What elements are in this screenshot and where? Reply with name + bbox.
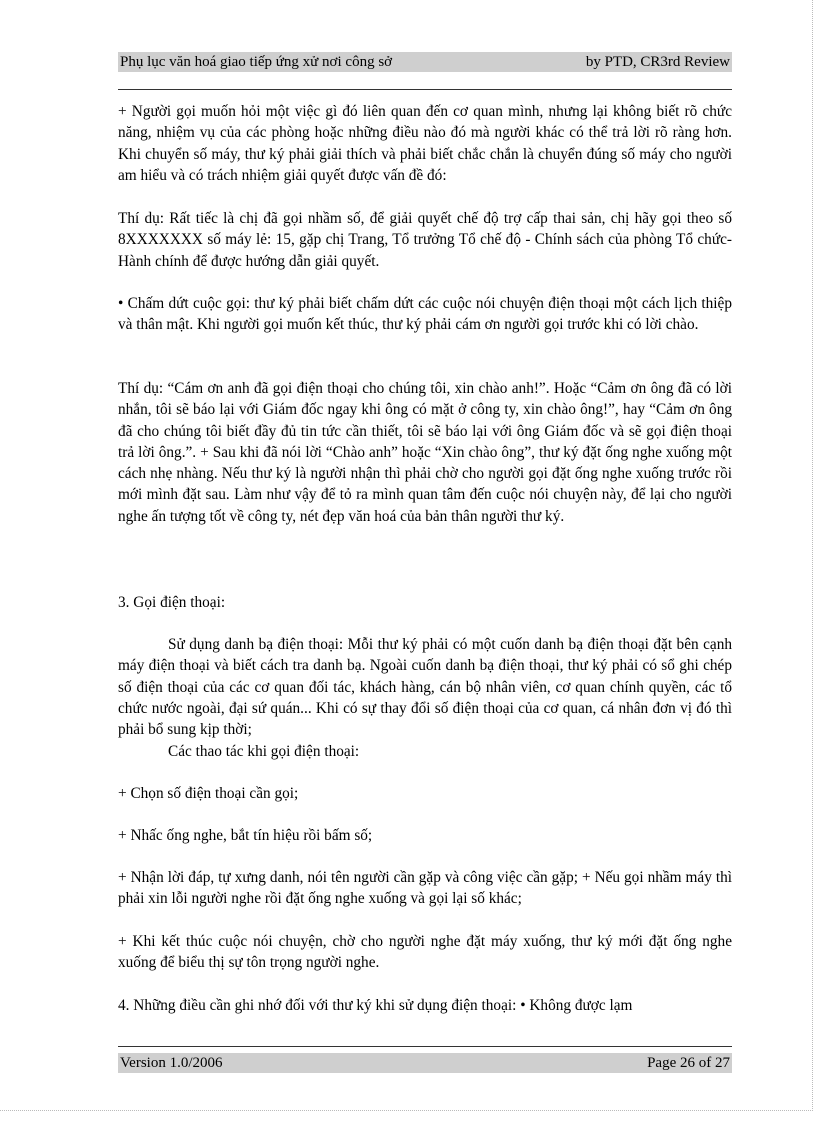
paragraph-transfer-call: + Người gọi muốn hỏi một việc gì đó liên quan đến cơ quan mình, nhưng lại không biết rõ chức năng, nhiệm vụ của các phòng hoặc những điều nào đó mà người khác có thể trả lời rõ ràng hơn. Khi chuyển số máy, thư ký phải giải thích và phải biết chắc chắn là chuyển đúng số máy cho người am hiểu và có trách nhiệm giải quyết được vấn đề đó: (118, 103, 732, 184)
header-author: by PTD, CR3rd Review (585, 54, 730, 70)
header-title: Phụ lục văn hoá giao tiếp ứng xử nơi công sở (120, 54, 393, 70)
section-heading-4: 4. Những điều cần ghi nhớ đối với thư ký khi sử dụng điện thoại: • Không được lạm (118, 997, 633, 1014)
footer-page-number: Page 26 of 27 (647, 1055, 730, 1071)
paragraph-phonebook: Sử dụng danh bạ điện thoại: Mỗi thư ký phải có một cuốn danh bạ điện thoại đặt bên cạnh máy điện thoại và biết cách tra danh bạ. Ngoài cuốn danh bạ điện thoại, thư ký phải có sổ ghi chép số điện thoại của các cơ quan đối tác, khách hàng, cán bộ nhân viên, cơ quan chính quyền, các tổ chức nước ngoài, đại sứ quán... Khi có sự thay đổi số điện thoại của cơ quan, cá nhân đơn vị đó thì phải bổ sung kịp thời; (118, 636, 732, 739)
step-choose-number: + Chọn số điện thoại cần gọi; (118, 785, 299, 802)
footer-rule (118, 1046, 732, 1047)
paragraph-end-call: • Chấm dứt cuộc gọi: thư ký phải biết chấm dứt các cuộc nói chuyện điện thoại một cách lịch thiệp và thân mật. Khi người gọi muốn kết thúc, thư ký phải cám ơn người gọi trước khi có lời chào. (118, 295, 732, 334)
step-end: + Khi kết thúc cuộc nói chuyện, chờ cho người nghe đặt máy xuống, thư ký mới đặt ống nghe xuống để biểu thị sự tôn trọng người nghe. (118, 933, 732, 972)
paragraph-example-2: Thí dụ: “Cám ơn anh đã gọi điện thoại cho chúng tôi, xin chào anh!”. Hoặc “Cảm ơn ông đã có lời nhắn, tôi sẽ báo lại với Giám đốc ngay khi ông có mặt ở công ty, xin chào ông!”, hay “Cảm ơn ông đã cho chúng tôi biết đầy đủ tin tức cần thiết, tôi sẽ báo lại với ông Giám đốc và sẽ gọi điện thoại trả lời ông.”. + Sau khi đã nói lời “Chào anh” hoặc “Xin chào ông”, thư ký đặt ống nghe xuống một cách nhẹ nhàng. Nếu thư ký là người nhận thì phải chờ cho người gọi đặt ống nghe xuống trước rồi mới mình đặt sau. Làm như vậy để tỏ ra mình quan tâm đến cuộc nói chuyện này, để lại cho người nghe ấn tượng tốt về công ty, nét đẹp văn hoá của bản thân người thư ký. (118, 380, 732, 525)
paragraph-steps-intro: Các thao tác khi gọi điện thoại: (168, 743, 360, 760)
page-header (118, 52, 732, 72)
footer-version: Version 1.0/2006 (120, 1055, 223, 1071)
page-footer (118, 1053, 732, 1073)
header-rule (118, 89, 732, 90)
section-heading-3: 3. Gọi điện thoại: (118, 594, 226, 611)
paragraph-example-1: Thí dụ: Rất tiếc là chị đã gọi nhầm số, để giải quyết chế độ trợ cấp thai sản, chị hãy gọi theo số 8XXXXXXX số máy lẻ: 15, gặp chị Trang, Tổ trưởng Tổ chế độ - Chính sách của phòng Tổ chức-Hành chính để được hướng dẫn giải quyết. (118, 210, 732, 270)
step-pick-up: + Nhấc ống nghe, bắt tín hiệu rồi bấm số; (118, 827, 373, 844)
step-answer: + Nhận lời đáp, tự xưng danh, nói tên người cần gặp và công việc cần gặp; + Nếu gọi nhầm máy thì phải xin lỗi người nghe rồi đặt ống nghe xuống và gọi lại số khác; (118, 869, 732, 908)
